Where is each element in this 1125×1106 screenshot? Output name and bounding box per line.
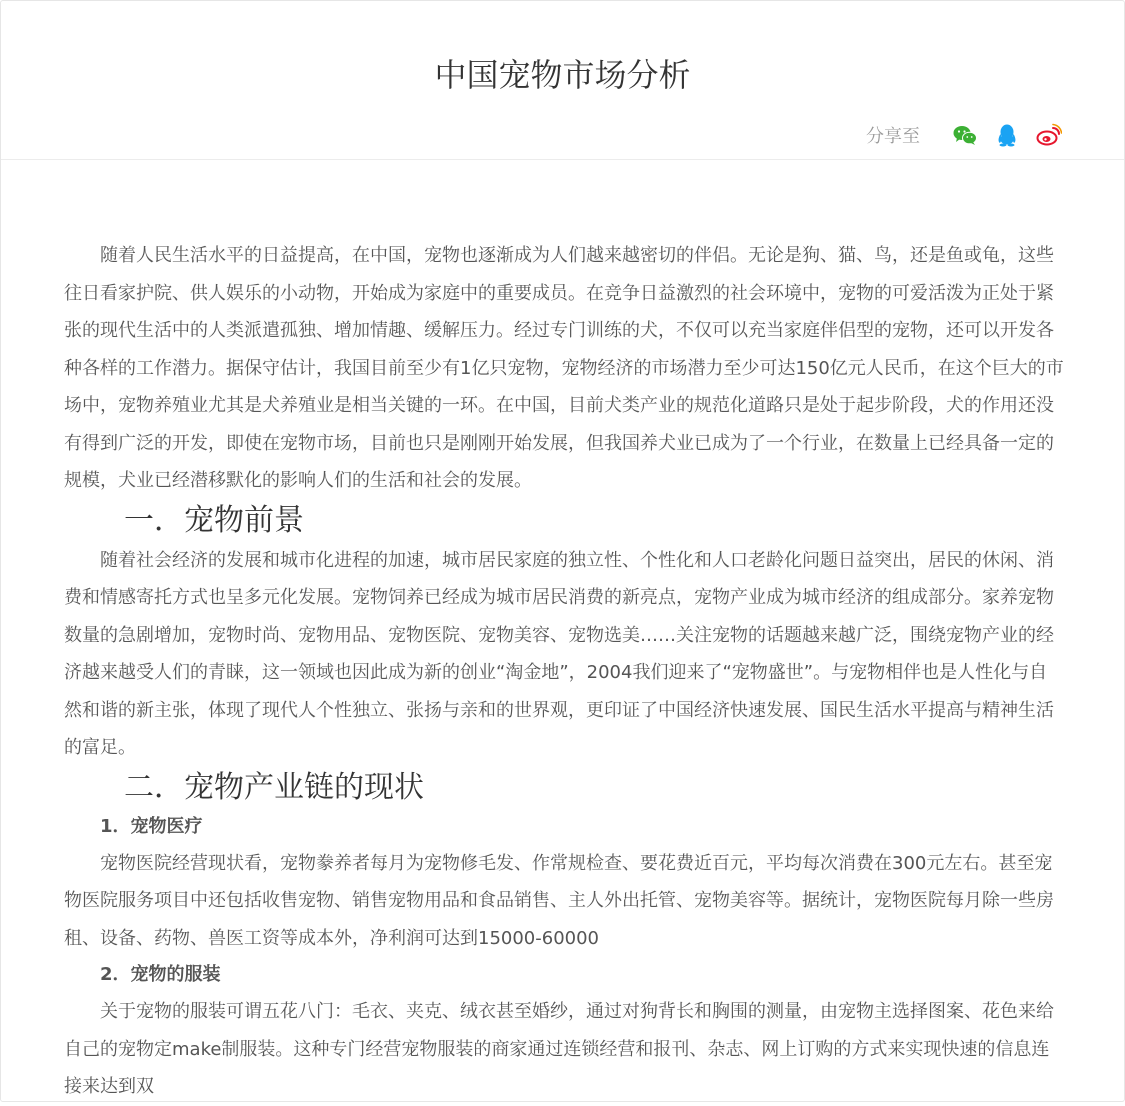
page-title: 中国宠物市场分析 bbox=[434, 56, 691, 94]
medical-paragraph: 宠物医院经营现状看，宠物豢养者每月为宠物修毛发、作常规检查、要花费近百元，平均每次消费在300元左右。甚至宠物医院服务项目中还包括收售宠物、销售宠物用品和食品销售、主人外出托管、宠物美容等。据统计，宠物医院每月除一些房租、设备、药物、兽医工资等成本外，净利润可达到15000-60000 bbox=[64, 852, 1054, 949]
prospects-paragraph: 随着社会经济的发展和城市化进程的加速，城市居民家庭的独立性、个性化和人口老龄化问题日益突出，居民的休闲、消费和情感寄托方式也呈多元化发展。宠物饲养已经成为城市居民消费的新亮点，宠物产业成为城市经济的组成部分。家养宠物数量的急剧增加，宠物时尚、宠物用品、宠物医院、宠物美容、宠物选美……关注宠物的话题越来越广泛，围绕宠物产业的经济越来越受人们的青睐，这一领域也因此成为新的创业“淘金地”，2004我们迎来了“宠物盛世”。与宠物相伴也是人性化与自然和谐的新主张，体现了现代人个性独立、张扬与亲和的世界观，更印证了中国经济快速发展、国民生活水平提高与精神生活的富足。 bbox=[64, 549, 1054, 758]
weibo-icon[interactable] bbox=[1036, 122, 1062, 148]
qq-icon[interactable] bbox=[994, 122, 1020, 148]
clothing-paragraph: 关于宠物的服装可谓五花八门：毛衣、夹克、绒衣甚至婚纱，通过对狗背长和胸围的测量，由宠物主选择图案、花色来给自己的宠物定make制服装。这种专门经营宠物服装的商家通过连锁经营和报刊、杂志、网上订购的方式来实现快速的信息连接来达到双 bbox=[64, 1001, 1054, 1097]
article-header bbox=[1, 1, 1124, 160]
sub-heading-clothing: 2．宠物的服装 bbox=[100, 964, 221, 985]
sub-heading-medical: 1．宠物医疗 bbox=[100, 815, 203, 837]
intro-paragraph: 随着人民生活水平的日益提高，在中国，宠物也逐渐成为人们越来越密切的伴侣。无论是狗、猫、鸟，还是鱼或龟，这些往日看家护院、供人娱乐的小动物，开始成为家庭中的重要成员。在竞争日益激烈的社会环境中，宠物的可爱活泼为正处于紧张的现代生活中的人类派遣孤独、增加情趣、缓解压力。经过专门训练的犬，不仅可以充当家庭伴侣型的宠物，还可以开发各种各样的工作潜力。据保守估计，我国目前至少有1亿只宠物，宠物经济的市场潜力至少可达150亿元人民币，在这个巨大的市场中，宠物养殖业尤其是犬养殖业是相当关键的一环。在中国，目前犬类产业的规范化道路只是处于起步阶段，犬的作用还没有得到广泛的开发，即使在宠物市场，目前也只是刚刚开始发展，但我国养犬业已成为了一个行业，在数量上已经具备一定的规模，犬业已经潜移默化的影响人们的生活和社会的发展。 bbox=[64, 245, 1064, 491]
share-label: 分享至 bbox=[866, 126, 920, 147]
section-heading-prospects: 一．宠物前景 bbox=[124, 502, 304, 538]
section-heading-industry-chain: 二．宠物产业链的现状 bbox=[124, 769, 424, 805]
wechat-icon[interactable] bbox=[952, 122, 978, 148]
share-bar bbox=[866, 120, 1062, 150]
article-body bbox=[64, 237, 1064, 1106]
